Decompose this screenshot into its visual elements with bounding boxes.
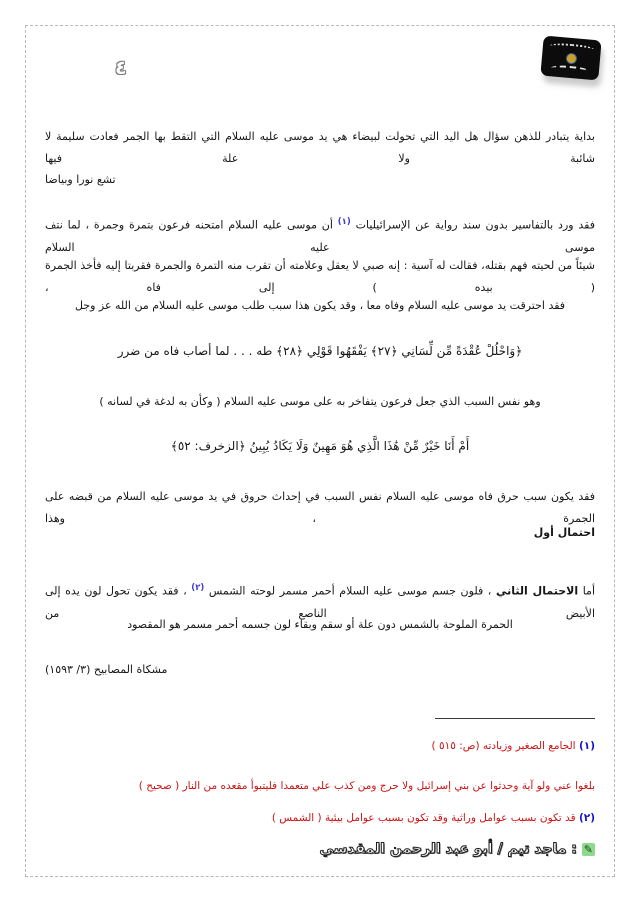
paragraph2-line2-text: شيئاً من لحيته فهم بقتله، فقالت له آسية : إنه صبي لا يعقل وعلامته أن تقرب منه التمرة والجمرة فقربتا إليه فأخذ الجمرة ( بيده ) إلى فاه ، [45, 259, 595, 294]
pen-icon: ✎ [583, 843, 593, 856]
footnote-2-number: (٢) [578, 812, 595, 824]
author-signature-text: : ماجد تيم / أبو عبد الرحمن المقدسي [319, 841, 577, 857]
footnote-1-hadith-text: بلغوا عني ولو آية وحدثوا عن بني إسرائيل ولا حرج ومن كذب علي متعمدا فليتبوأ مقعده من النار ( صحيح ) [138, 780, 595, 792]
heading-first-possibility-text: احتمال أول [533, 526, 595, 539]
paragraph1-line2 [45, 169, 595, 191]
paragraph5-line2-text: الحمرة الملوحة بالشمس دون علة أو سقم وبقاء لون جسمه أحمر مسمر هو المقصود [127, 618, 513, 631]
source-citation-text: مشكاة المصابيح (٣/ ١٥٩٣) [45, 663, 168, 676]
paragraph1-line1-text: بداية يتبادر للذهن سؤال هل اليد التي تحولت لبيضاء هي يد موسى عليه السلام التي التقط بها الجمر فعادت سليمة لا شائبة ولا علة فيها [45, 130, 595, 165]
footnote-2 [45, 808, 595, 828]
footnote-1-number: (١) [578, 740, 595, 752]
footnote-separator [435, 718, 595, 719]
footnote1-reference-marker: (١) [337, 217, 351, 227]
paragraph5-line2 [45, 614, 595, 636]
paragraph2-text-a: فقد ورد بالتفاسير بدون سند رواية عن الإسرائيليات [355, 218, 595, 232]
heading-second-possibility-text: الاحتمال الثاني [495, 584, 579, 598]
footnote-1 [45, 736, 595, 756]
quran-verse-taha [45, 340, 595, 362]
paragraph4-line1-text: فقد يكون سبب حرق فاه موسى عليه السلام نفس السبب في إحداث حروق في يد موسى عليه السلام من قبضه على الجمرة ، وهذا [45, 490, 595, 525]
author-signature [319, 841, 595, 857]
paragraph5-text-c: ، فقد يكون تحول لون يده إلى الأبيض الناصع من [45, 584, 595, 620]
paragraph3-line1 [45, 391, 595, 413]
paragraph2-text-b: أن موسى عليه السلام امتحنه فرعون بتمرة وجمرة ، لما نتف موسى عليه السلام [45, 218, 595, 254]
footnote-1-hadith [45, 776, 595, 796]
page-number: ٤ [115, 57, 127, 79]
paragraph2-line3-text: فقد احترقت يد موسى عليه السلام وفاه معا ، وقد يكون هذا سبب طلب موسى عليه السلام من الله عز وجل [74, 299, 566, 312]
paragraph2-line3 [45, 295, 595, 317]
footnote-1-text: الجامع الصغير وزيادته (ص: ٥١٥ ) [431, 740, 576, 752]
paragraph2-line1 [45, 211, 595, 259]
source-citation [45, 659, 595, 681]
quran-verse-zukhruf [45, 435, 595, 457]
paragraph5-text-b: ، فلون جسم موسى عليه السلام أحمر مسمر لوحته الشمس [208, 584, 492, 598]
document-body [45, 0, 595, 905]
paragraph1-line1 [45, 126, 595, 170]
paragraph3-line1-text: وهو نفس السبب الذي جعل فرعون يتفاخر به على موسى عليه السلام ( وكأن به لدغة في لسانه ) [99, 395, 541, 408]
paragraph2-line2 [45, 255, 595, 299]
quran-verse-taha-text: ﴿وَاحْلُلْ عُقْدَةً مِّن لِّسَانِي ﴿٢٧﴾ يَفْقَهُوا قَوْلِي ﴿٢٨﴾ طه . . . لما أصاب فاه من ضرر [117, 344, 523, 358]
footnote-2-text: قد تكون بسبب عوامل وراثية وقد تكون بسبب عوامل بيئية ( الشمس ) [271, 812, 576, 824]
paragraph1-line2-text: تشع نورا وبياضا [45, 173, 116, 186]
heading-first-possibility [45, 522, 595, 544]
paragraph5-text-a: أما [582, 584, 596, 598]
footnote2-reference-marker: (٢) [191, 583, 205, 593]
quran-verse-zukhruf-text: أَمْ أَنَا خَيْرٌ مِّنْ هَٰذَا الَّذِي هُوَ مَهِينٌ وَلَا يَكَادُ يُبِينُ ﴿الزخرف: ٥٢﴾ [170, 439, 470, 453]
